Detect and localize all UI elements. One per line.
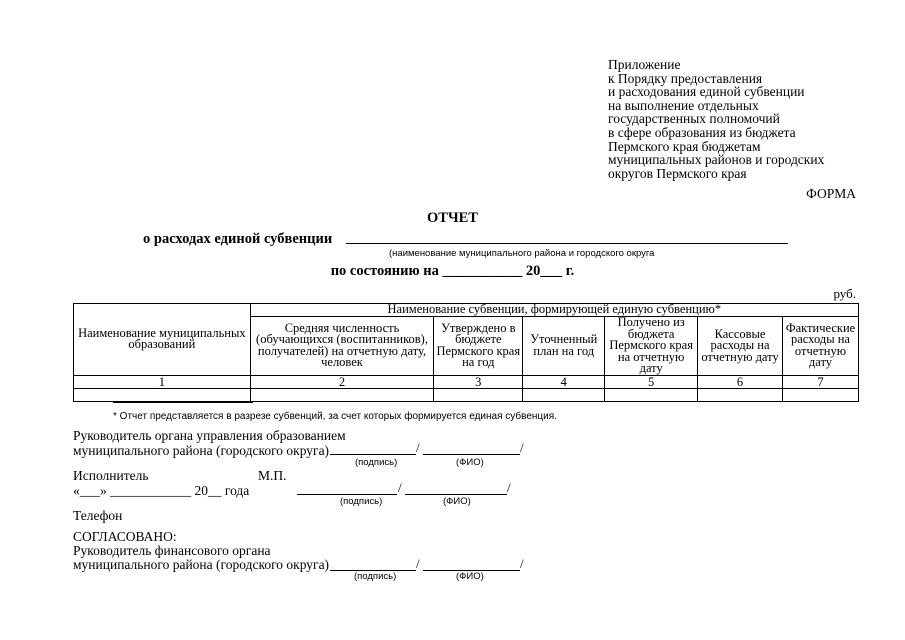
executor-signature-line[interactable] [297,482,397,495]
appendix-line: в сфере образования из бюджета [608,124,796,140]
report-subject: о расходах единой субвенции [143,231,333,247]
header-received: Получено из бюджета Пермского края на отчетную дату [605,317,698,376]
appendix-line: государственных полномочий [608,111,780,127]
table-row [74,388,859,401]
header-refined-plan: Уточненный план на год [523,317,605,376]
agreed-label: СОГЛАСОВАНО: [73,529,177,544]
executor-label: Исполнитель [73,468,149,483]
table-cell[interactable] [434,388,523,401]
separator-slash: / [507,480,511,495]
separator-slash: / [520,440,524,455]
appendix-line: муниципальных районов и городских [608,152,825,168]
header-actual-expenses: Фактические расходы на отчетную дату [782,317,858,376]
column-number: 7 [782,375,858,388]
report-date-line: по состоянию на ___________ 20___ г. [330,263,575,279]
subject-fill-line [346,243,788,244]
column-number: 1 [74,375,251,388]
table-cell[interactable] [698,388,783,401]
header-avg-count: Средняя численность (обучающихся (воспитанников), получателей) на отчетную дату, человек [250,317,434,376]
footnote-divider [113,402,253,403]
separator-slash: / [416,556,420,571]
finance-head-line1: Руководитель финансового органа [73,543,271,558]
column-number: 3 [434,375,523,388]
finance-name-line[interactable] [423,558,520,571]
table-cell[interactable] [250,388,434,401]
table-cell[interactable] [523,388,605,401]
appendix-note [608,58,893,180]
currency-label: руб. [833,286,856,301]
appendix-line: к Порядку предоставления [608,70,763,86]
head-title-line2: муниципального района (городского округа) [73,443,330,458]
appendix-line: и расходования единой субвенции [608,84,805,100]
column-number: 4 [523,375,605,388]
header-approved: Утверждено в бюджете Пермского края на год [434,317,523,376]
separator-slash: / [398,480,402,495]
signature-hint: (подпись) [355,457,398,468]
form-label: ФОРМА [806,186,856,201]
name-hint: (ФИО) [456,571,484,582]
table-cell[interactable] [605,388,698,401]
stamp-label: М.П. [258,468,287,483]
separator-slash: / [520,556,524,571]
signature-hint: (подпись) [340,496,383,507]
finance-signature-line[interactable] [330,558,416,571]
signature-hint: (подпись) [354,571,397,582]
name-hint: (ФИО) [456,457,484,468]
subject-hint: (наименование муниципального района и городского округа [389,248,655,259]
head-title-line1: Руководитель органа управления образованием [73,428,346,443]
name-hint: (ФИО) [443,496,471,507]
executor-name-line[interactable] [405,482,507,495]
date-line: «___» ____________ 20__ года [73,483,250,498]
footnote: * Отчет представляется в разрезе субвенций, за счет которых формируется единая субвенция. [113,411,557,422]
table-cell[interactable] [74,388,251,401]
separator-slash: / [416,440,420,455]
head-name-line[interactable] [423,442,520,455]
appendix-line: Пермского края бюджетам [608,138,761,154]
header-subvention-group: Наименование субвенции, формирующей единую субвенцию* [250,304,858,317]
phone-label: Телефон [73,508,123,523]
header-municipality: Наименование муниципальных образований [74,304,251,376]
header-cash-expenses: Кассовые расходы на отчетную дату [698,317,783,376]
column-number: 6 [698,375,783,388]
finance-head-line2: муниципального района (городского округа) [73,557,330,572]
column-number: 5 [605,375,698,388]
appendix-line: Приложение [608,57,681,72]
report-title: ОТЧЕТ [427,210,478,226]
table-cell[interactable] [782,388,858,401]
report-table [73,303,859,402]
appendix-line: на выполнение отдельных [608,97,759,113]
column-number: 2 [250,375,434,388]
appendix-line: округов Пермского края [608,165,747,181]
head-signature-line[interactable] [330,442,416,455]
